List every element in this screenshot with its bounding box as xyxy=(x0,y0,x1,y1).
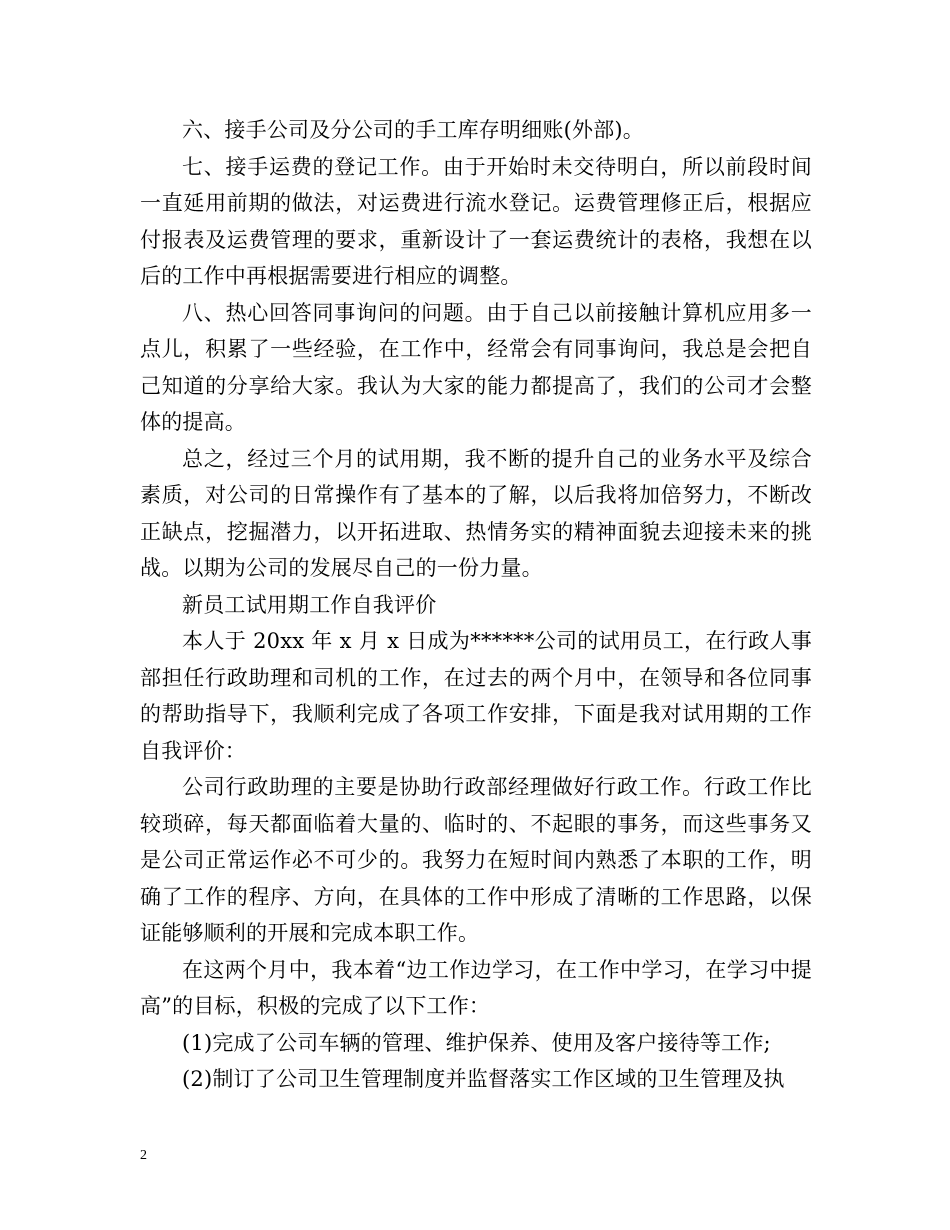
paragraph-goal: 在这两个月中，我本着“边工作边学习，在工作中学习，在学习中提高”的目标，积极的完成了以下工作： xyxy=(140,957,812,1018)
paragraph-item-7: 七、接手运费的登记工作。由于开始时未交待明白，所以前段时间一直延用前期的做法，对运费进行流水登记。运费管理修正后，根据应付报表及运费管理的要求，重新设计了一套运费统计的表格，我想在以后的工作中再根据需要进行相应的调整。 xyxy=(140,154,812,288)
list-item-1: (1)完成了公司车辆的管理、维护保养、使用及客户接待等工作; xyxy=(182,1030,771,1055)
document-body xyxy=(140,112,812,1098)
page-number: 2 xyxy=(140,1148,147,1163)
list-item-2: (2)制订了公司卫生管理制度并监督落实工作区域的卫生管理及执 xyxy=(182,1067,785,1091)
paragraph-summary: 总之，经过三个月的试用期，我不断的提升自己的业务水平及综合素质，对公司的日常操作有了基本的了解，以后我将加倍努力，不断改正缺点，挖掘潜力，以开拓进取、热情务实的精神面貌去迎接未来的挑战。以期为公司的发展尽自己的一份力量。 xyxy=(140,446,812,580)
section-heading: 新员工试用期工作自我评价 xyxy=(182,592,437,617)
paragraph-role: 公司行政助理的主要是协助行政部经理做好行政工作。行政工作比较琐碎，每天都面临着大量的、临时的、不起眼的事务，而这些事务又是公司正常运作必不可少的。我努力在短时间内熟悉了本职的工作，明确了工作的程序、方向，在具体的工作中形成了清晰的工作思路，以保证能够顺利的开展和完成本职工作。 xyxy=(140,775,812,945)
paragraph-item-6: 六、接手公司及分公司的手工库存明细账(外部)。 xyxy=(182,118,644,142)
paragraph-item-8: 八、热心回答同事询问的问题。由于自己以前接触计算机应用多一点儿，积累了一些经验，在工作中，经常会有同事询问，我总是会把自己知道的分享给大家。我认为大家的能力都提高了，我们的公司才会整体的提高。 xyxy=(140,300,812,434)
paragraph-intro: 本人于 20xx 年 x 月 x 日成为******公司的试用员工，在行政人事部担任行政助理和司机的工作，在过去的两个月中，在领导和各位同事的帮助指导下，我顺利完成了各项工作安排，下面是我对试用期的工作自我评价： xyxy=(140,629,812,763)
